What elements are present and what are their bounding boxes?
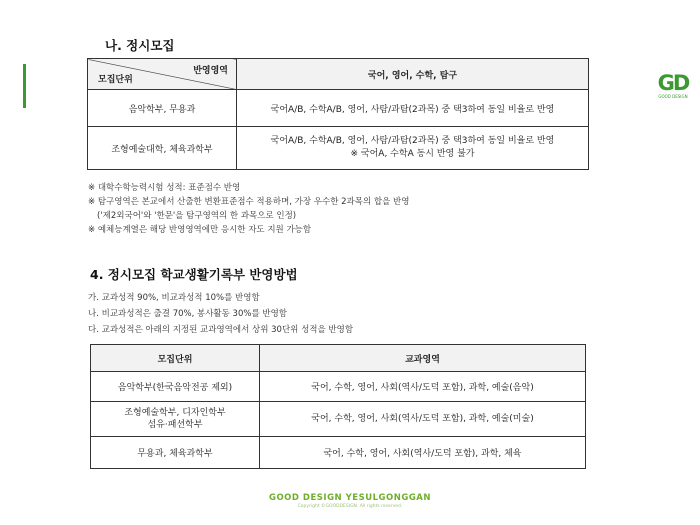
regular-admission-table <box>87 58 589 170</box>
footer-copyright: Copyright ©GOODDESIGN. All rights reserved. <box>297 504 403 509</box>
table-row <box>91 402 586 437</box>
area-cell: 국어, 수학, 영어, 사회(역사/도덕 포함), 과학, 예술(미술) <box>260 402 586 437</box>
area-cell: 국어, 수학, 영어, 사회(역사/도덕 포함), 과학, 체육 <box>260 437 586 469</box>
unit-cell: 무용과, 체육과학부 <box>91 437 260 469</box>
unit-cell: 음악학부(한국음악전공 제외) <box>91 372 260 402</box>
criteria-line: 국어A/B, 수학A/B, 영어, 사탐/과탐(2과목) 중 택3하여 동일 비율로 반영 <box>270 136 555 146</box>
note-line: ※ 예체능계열은 해당 반영영역에만 응시한 자도 지원 가능함 <box>88 225 312 235</box>
header-unit-label: 모집단위 <box>98 75 133 85</box>
criteria-note: ※ 국어A, 수학A 동시 반영 불가 <box>350 149 475 159</box>
criteria-cell <box>237 127 589 170</box>
unit-line: 조형예술학부, 디자인학부 <box>124 408 226 418</box>
brand-logo <box>655 72 691 100</box>
unit-cell: 조형예술대학, 체육과학부 <box>88 127 237 170</box>
area-cell: 국어, 수학, 영어, 사회(역사/도덕 포함), 과학, 예술(음악) <box>260 372 586 402</box>
note-line: ※ 대학수학능력시험 성적: 표준점수 반영 <box>88 183 241 193</box>
subject-area-table <box>90 344 586 469</box>
header-subjects: 국어, 영어, 수학, 탐구 <box>237 59 589 90</box>
criteria-line: 국어A/B, 수학A/B, 영어, 사탐/과탐(2과목) 중 택3하여 동일 비율로 반영 <box>270 104 555 115</box>
header-area-label: 반영영역 <box>193 66 228 76</box>
table-row <box>88 90 589 127</box>
note-line: ('제2외국어'와 '한문'을 탐구영역의 한 과목으로 인정) <box>97 211 297 221</box>
footer-brand: GOOD DESIGN YESULGONGGAN <box>268 493 431 503</box>
unit-line: 섬유·패션학부 <box>147 420 203 430</box>
section-4-heading: 4. 정시모집 학교생활기록부 반영방법 <box>90 267 298 282</box>
list-item: 가. 교과성적 90%, 비교과성적 10%를 반영함 <box>88 293 260 303</box>
unit-cell: 음악학부, 무용과 <box>88 90 237 127</box>
table-row <box>91 372 586 402</box>
diagonal-header-cell <box>88 59 237 90</box>
header-area: 교과영역 <box>260 345 586 372</box>
method-list <box>88 290 353 338</box>
unit-cell <box>91 402 260 437</box>
section-na-heading: 나. 정시모집 <box>105 38 175 53</box>
logo-mark: GD <box>657 71 689 95</box>
list-item: 나. 비교과성적은 출결 70%, 봉사활동 30%를 반영함 <box>88 309 287 319</box>
footer <box>0 493 700 509</box>
logo-subtext: GOOD DESIGN <box>658 94 688 99</box>
note-line: ※ 탐구영역은 본교에서 산출한 변환표준점수 적용하며, 가장 우수한 2과목의 합을 반영 <box>88 197 410 207</box>
list-item: 다. 교과성적은 아래의 지정된 교과영역에서 상위 30단위 성적을 반영함 <box>88 325 354 335</box>
notes-block <box>88 181 409 237</box>
table-row <box>91 437 586 469</box>
header-unit: 모집단위 <box>91 345 260 372</box>
table-row <box>88 127 589 170</box>
accent-bar <box>23 64 26 108</box>
criteria-cell <box>237 90 589 127</box>
